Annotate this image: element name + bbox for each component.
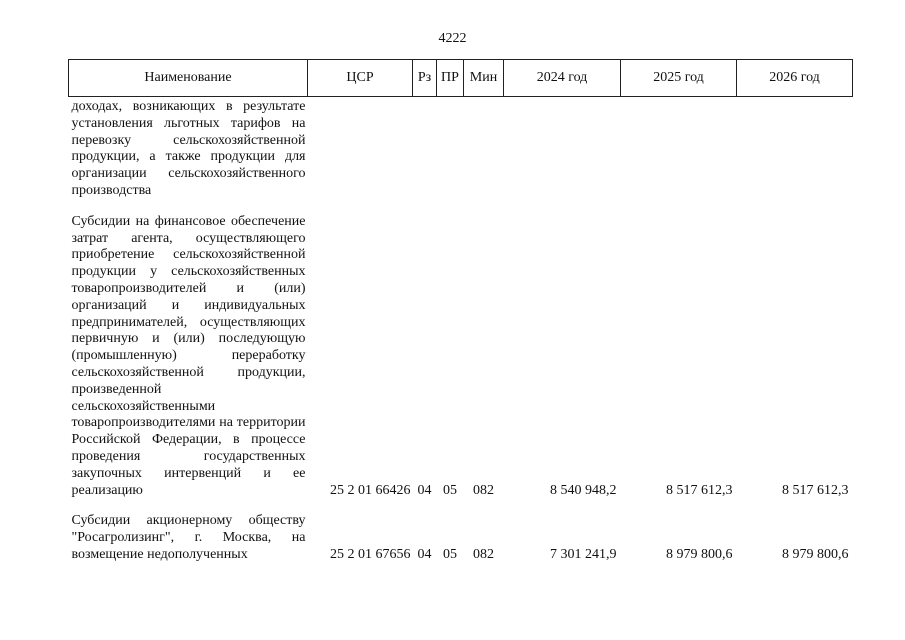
- table-body: [69, 97, 853, 568]
- row-min: [464, 97, 504, 204]
- row-min: 082: [473, 546, 494, 562]
- table-row: [69, 97, 853, 204]
- header-min: Мин: [464, 60, 504, 97]
- row-rz: 04: [417, 482, 432, 498]
- row-pr: [437, 97, 464, 204]
- header-2024: 2024 год: [504, 60, 621, 97]
- header-name: Наименование: [69, 60, 308, 97]
- row-csr: 25 2 01 66426: [330, 482, 411, 498]
- header-2025: 2025 год: [621, 60, 737, 97]
- row-2025: [621, 97, 737, 204]
- row-csr: 25 2 01 67656: [330, 546, 411, 562]
- row-2026: [737, 97, 853, 204]
- row-pr: 05: [443, 482, 457, 498]
- header-2026: 2026 год: [737, 60, 853, 97]
- row-rz: 04: [417, 546, 432, 562]
- row-2024: 8 540 948,2: [550, 482, 617, 498]
- table-row: [69, 511, 853, 567]
- row-spacer: [69, 204, 853, 212]
- row-2025: 8 517 612,3: [666, 482, 733, 498]
- header-rz: Рз: [413, 60, 437, 97]
- row-name-text: доходах, возникающих в результате установления льготных тарифов на перевозку сельскохозяйственной продукции, а также продукции для организации сельскохозяйственного производства: [71, 99, 306, 198]
- header-row: [69, 60, 853, 97]
- row-spacer: [69, 503, 853, 511]
- row-2024: 7 301 241,9: [550, 546, 617, 562]
- header-csr: ЦСР: [308, 60, 413, 97]
- row-name-text: Субсидии на финансовое обеспечение затрат агента, осуществляющего приобретение сельскохозяйственной продукции у сельскохозяйственных товаропроизводителей и (или) организаций и индивидуальных предпринимателей, осуществляющих первичную и (или) последующую (промышленную) переработку сельскохозяйственной продукции, произведенной сельскохозяйственными товаропроизводителями на территории Российской Федерации, в процессе проведения государственных закупочных интервенций и ее реализацию: [71, 213, 306, 498]
- row-2026: 8 979 800,6: [782, 546, 849, 562]
- row-2025: 8 979 800,6: [666, 546, 733, 562]
- row-pr: 05: [443, 546, 457, 562]
- table-row: [69, 212, 853, 504]
- row-name-cell: [69, 97, 308, 204]
- row-name-cell: [69, 212, 308, 504]
- table-header: [69, 60, 853, 97]
- budget-table: [68, 59, 853, 568]
- row-name-text: Субсидии акционерному обществу "Росагролизинг", г. Москва, на возмещение недополученных: [71, 513, 306, 562]
- header-pr: ПР: [437, 60, 464, 97]
- row-csr: [308, 97, 413, 204]
- row-min: 082: [473, 482, 494, 498]
- row-name-cell: [69, 511, 308, 567]
- row-2026: 8 517 612,3: [782, 482, 849, 498]
- page-number: 4222: [438, 31, 467, 46]
- row-2024: [504, 97, 621, 204]
- row-rz: [413, 97, 437, 204]
